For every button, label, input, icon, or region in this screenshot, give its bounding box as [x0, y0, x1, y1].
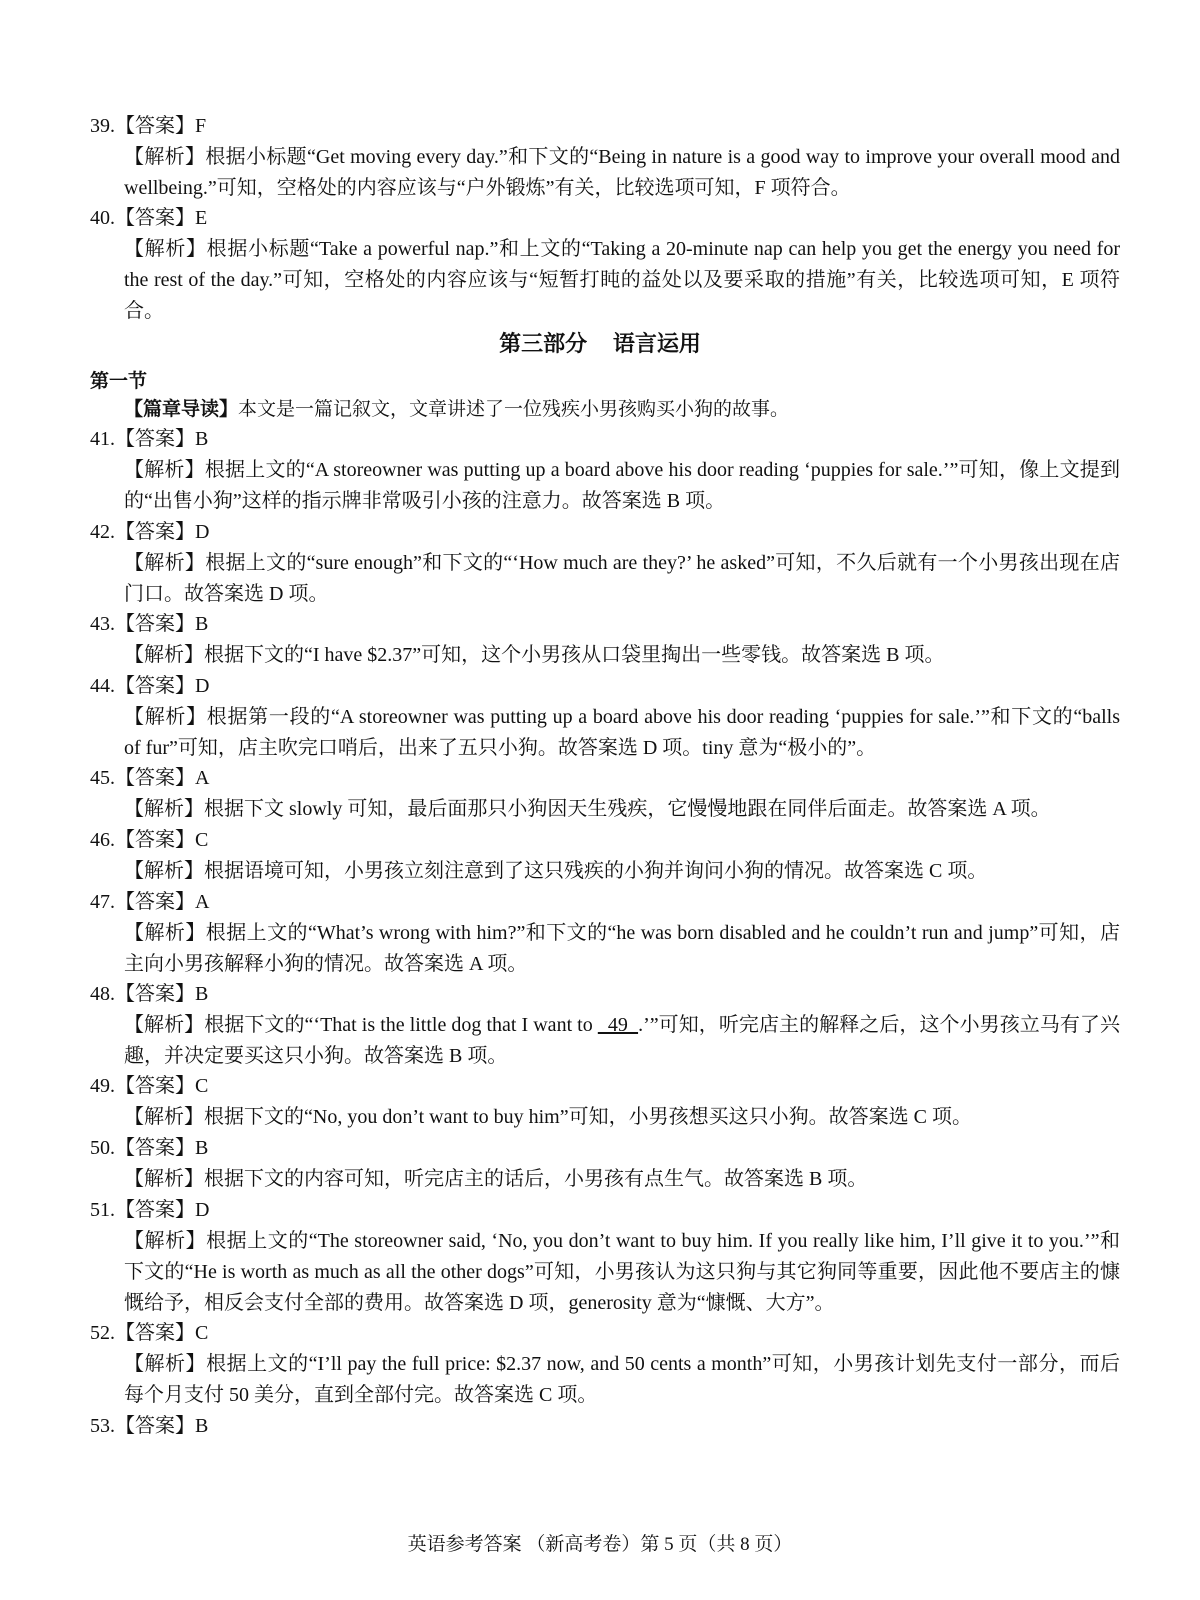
page-footer: 英语参考答案 （新高考卷）第 5 页（共 8 页）: [407, 1534, 793, 1555]
explanation-45: 【解析】根据下文 slowly 可知，最后面那只小狗因天生残疾，它慢慢地跟在同伴后面走。故答案选 A 项。: [124, 798, 1051, 820]
answer-45: 45.【答案】A: [90, 767, 210, 789]
explanation-47: 【解析】根据上文的“What’s wrong with him?”和下文的“he was born disabled and he couldn’t run and jump”可知，店主向小男孩解释小狗的情况。故答案选 A 项。: [124, 922, 1120, 975]
answer-53: 53.【答案】B: [90, 1415, 209, 1437]
answer-52: 52.【答案】C: [90, 1322, 209, 1344]
explanation-48-part-a: 【解析】根据下文的“‘That is the little dog that I want to: [124, 1014, 598, 1036]
explanation-52: 【解析】根据上文的“I’ll pay the full price: $2.37 now, and 50 cents a month”可知，小男孩计划先支付一部分，而后每个月支付 50 美分，直到全部付完。故答案选 C 项。: [124, 1353, 1120, 1406]
explanation-48-part-b: .’”可知，听完店主的解释之后，这个小男孩立马有了兴趣，并决定要买这只小狗。故答案选 B 项。: [124, 1014, 1120, 1067]
answer-51: 51.【答案】D: [90, 1199, 210, 1221]
answer-50: 50.【答案】B: [90, 1137, 209, 1159]
answer-44: 44.【答案】D: [90, 675, 210, 697]
answer-43: 43.【答案】B: [90, 613, 209, 635]
explanation-39: 【解析】根据小标题“Get moving every day.”和下文的“Being in nature is a good way to improve your overall mood and wellbeing.”可知，空格处的内容应该与“户外锻炼”有关，比较选项可知，F 项符合。: [124, 146, 1120, 199]
answer-41: 41.【答案】B: [90, 428, 209, 450]
answer-46: 46.【答案】C: [90, 829, 209, 851]
explanation-49: 【解析】根据下文的“No, you don’t want to buy him”可知，小男孩想买这只小狗。故答案选 C 项。: [124, 1106, 972, 1128]
answer-48: 48.【答案】B: [90, 983, 209, 1005]
passage-intro: [124, 394, 1120, 425]
explanation-44: 【解析】根据第一段的“A storeowner was putting up a board above his door reading ‘puppies for sale.’”和下文的“balls of fur”可知，店主吹完口哨后，出来了五只小狗。故答案选 D 项。tiny 意为“极小的”。: [124, 706, 1120, 759]
explanation-40: 【解析】根据小标题“Take a powerful nap.”和上文的“Taking a 20-minute nap can help you get the energy you need for the rest of the day.”可知，空格处的内容应该与“短暂打盹的益处以及要采取的措施”有关，比较选项可知，E 项符合。: [124, 238, 1120, 322]
answer-40: 40.【答案】E: [90, 207, 208, 229]
intro-text: 本文是一篇记叙文，文章讲述了一位残疾小男孩购买小狗的故事。: [238, 399, 790, 420]
explanation-51: 【解析】根据上文的“The storeowner said, ‘No, you don’t want to buy him. If you really like him, I’ll give it to you.’”和下文的“He is worth as much as all the other dogs”可知，小男孩认为这只狗与其它狗同等重要，因此他不要店主的慷慨给予，相反会支付全部的费用。故答案选 D 项，generosity 意为“慷慨、大方”。: [124, 1230, 1120, 1314]
blank-49: 49: [597, 1014, 639, 1036]
answer-49: 49.【答案】C: [90, 1075, 209, 1097]
explanation-42: 【解析】根据上文的“sure enough”和下文的“‘How much are they?’ he asked”可知，不久后就有一个小男孩出现在店门口。故答案选 D 项。: [124, 552, 1120, 605]
subsection-title: 第一节: [90, 370, 148, 392]
intro-label: 【篇章导读】: [124, 398, 239, 420]
explanation-43: 【解析】根据下文的“I have $2.37”可知，这个小男孩从口袋里掏出一些零钱。故答案选 B 项。: [124, 644, 945, 666]
section-title: 第三部分 语言运用: [499, 332, 701, 357]
answer-42: 42.【答案】D: [90, 521, 210, 543]
explanation-50: 【解析】根据下文的内容可知，听完店主的话后，小男孩有点生气。故答案选 B 项。: [124, 1168, 868, 1190]
explanation-46: 【解析】根据语境可知，小男孩立刻注意到了这只残疾的小狗并询问小狗的情况。故答案选 C 项。: [124, 860, 988, 882]
answer-47: 47.【答案】A: [90, 891, 210, 913]
explanation-48: [124, 1010, 1120, 1072]
explanation-41: 【解析】根据上文的“A storeowner was putting up a board above his door reading ‘puppies for sale.’”可知，像上文提到的“出售小狗”这样的指示牌非常吸引小孩的注意力。故答案选 B 项。: [124, 459, 1120, 512]
answer-39: 39.【答案】F: [90, 115, 207, 137]
